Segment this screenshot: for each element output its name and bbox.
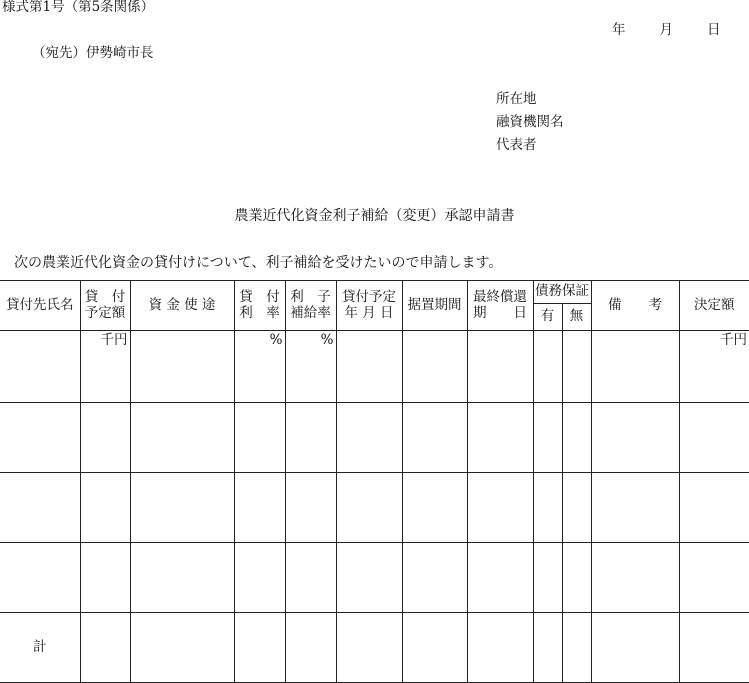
table-row (0, 331, 749, 403)
cell-loan-date[interactable] (336, 331, 402, 403)
date-year-label: 年 (612, 22, 626, 38)
document-title: 農業近代化資金利子補給（変更）承認申請書 (234, 208, 515, 224)
cell-grace[interactable] (402, 331, 467, 403)
header-fund-use: 資 金 使 途 (130, 281, 234, 331)
table-row (0, 473, 749, 543)
table-row (0, 543, 749, 613)
cell-final-repay[interactable] (467, 331, 533, 403)
unit-rate: % (234, 331, 285, 403)
header-loan-date: 貸付予定 年 月 日 (336, 281, 402, 331)
header-remarks: 備 考 (591, 281, 679, 331)
header-subsidy-rate: 利 子 補給率 (285, 281, 336, 331)
representative-label: 代表者 (496, 137, 537, 153)
intro-text: 次の農業近代化資金の貸付けについて、利子補給を受けたいので申請します。 (14, 255, 503, 271)
header-guarantee-yes: 有 (533, 304, 562, 331)
unit-loan-amount: 千円 (80, 331, 130, 403)
total-label: 計 (0, 613, 80, 683)
cell-borrower[interactable] (0, 331, 80, 403)
header-guarantee: 債務保証 (533, 281, 591, 304)
addressee: （宛先）伊勢崎市長 (32, 45, 154, 61)
header-loan-rate: 貸 付 利 率 (234, 281, 285, 331)
cell-fund-use[interactable] (130, 331, 234, 403)
header-decided-amount: 決定額 (679, 281, 749, 331)
institution-label: 融資機関名 (496, 114, 564, 130)
header-guarantee-no: 無 (562, 304, 591, 331)
cell-guarantee-no[interactable] (562, 331, 591, 403)
date-month-label: 月 (659, 22, 673, 38)
header-borrower-name: 貸付先氏名 (0, 281, 80, 331)
total-row (0, 613, 749, 683)
unit-decided-amount: 千円 (679, 331, 749, 403)
cell-remarks[interactable] (591, 331, 679, 403)
date-line (612, 24, 721, 38)
application-table (0, 280, 749, 683)
form-number: 様式第1号（第5条関係） (2, 0, 155, 15)
header-loan-amount: 貸 付 予定額 (80, 281, 130, 331)
applicant-block (496, 93, 564, 162)
address-label: 所在地 (496, 91, 537, 107)
table-row (0, 403, 749, 473)
unit-subsidy-rate: % (285, 331, 336, 403)
header-grace-period: 据置期間 (402, 281, 467, 331)
header-final-repayment: 最終償還 期 日 (467, 281, 533, 331)
cell-guarantee-yes[interactable] (533, 331, 562, 403)
date-day-label: 日 (707, 22, 721, 38)
